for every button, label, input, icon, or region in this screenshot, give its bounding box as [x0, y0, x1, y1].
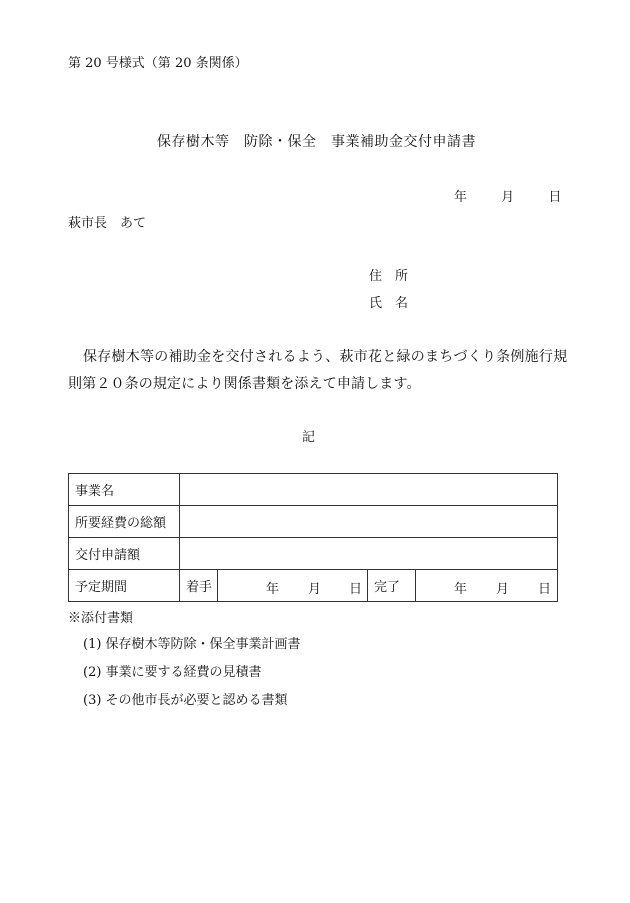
table-row-total-cost — [69, 506, 558, 538]
start-month-label: 月 — [308, 582, 322, 597]
period-label: 予定期間 — [69, 570, 180, 602]
project-name-label: 事業名 — [69, 474, 180, 506]
statement-line-1: 保存樹木等の補助金を交付されるよう、萩市花と緑のまちづくり条例施行規 — [83, 349, 568, 365]
end-date-field[interactable] — [416, 570, 558, 602]
table-row-grant-amount — [69, 538, 558, 570]
table-row-period — [69, 570, 558, 602]
date-line — [454, 186, 561, 205]
application-statement — [68, 344, 568, 398]
address-label: 住 所 — [369, 269, 409, 284]
end-label: 完了 — [368, 570, 416, 602]
total-cost-label: 所要経費の総額 — [69, 506, 180, 538]
name-label: 氏 名 — [369, 296, 409, 311]
end-year-label: 年 — [454, 582, 468, 597]
start-year-label: 年 — [266, 582, 280, 597]
attachment-item: (3) その他市長が必要と認める書類 — [83, 693, 288, 708]
end-month-label: 月 — [496, 582, 510, 597]
table-row-project-name — [69, 474, 558, 506]
date-day-label: 日 — [548, 190, 562, 205]
attachments-title: ※添付書類 — [68, 611, 134, 626]
end-day-label: 日 — [538, 582, 552, 597]
project-name-field[interactable] — [180, 474, 558, 506]
grant-amount-field[interactable] — [180, 538, 558, 570]
start-label: 着手 — [180, 570, 218, 602]
date-year-label: 年 — [454, 190, 468, 205]
attachment-item: (1) 保存樹木等防除・保全事業計画書 — [83, 637, 301, 652]
addressee: 萩市長 あて — [68, 216, 147, 231]
total-cost-field[interactable] — [180, 506, 558, 538]
document-title: 保存樹木等 防除・保全 事業補助金交付申請書 — [157, 134, 476, 150]
date-month-label: 月 — [501, 190, 515, 205]
statement-line-2: 則第２０条の規定により関係書類を添えて申請します。 — [68, 376, 421, 392]
grant-amount-label: 交付申請額 — [69, 538, 180, 570]
start-day-label: 日 — [349, 582, 363, 597]
form-number: 第 20 号様式（第 20 条関係） — [68, 56, 248, 71]
ki-heading: 記 — [302, 430, 316, 445]
attachment-item: (2) 事業に要する経費の見積書 — [83, 665, 262, 680]
start-date-field[interactable] — [218, 570, 368, 602]
application-table — [68, 473, 558, 602]
